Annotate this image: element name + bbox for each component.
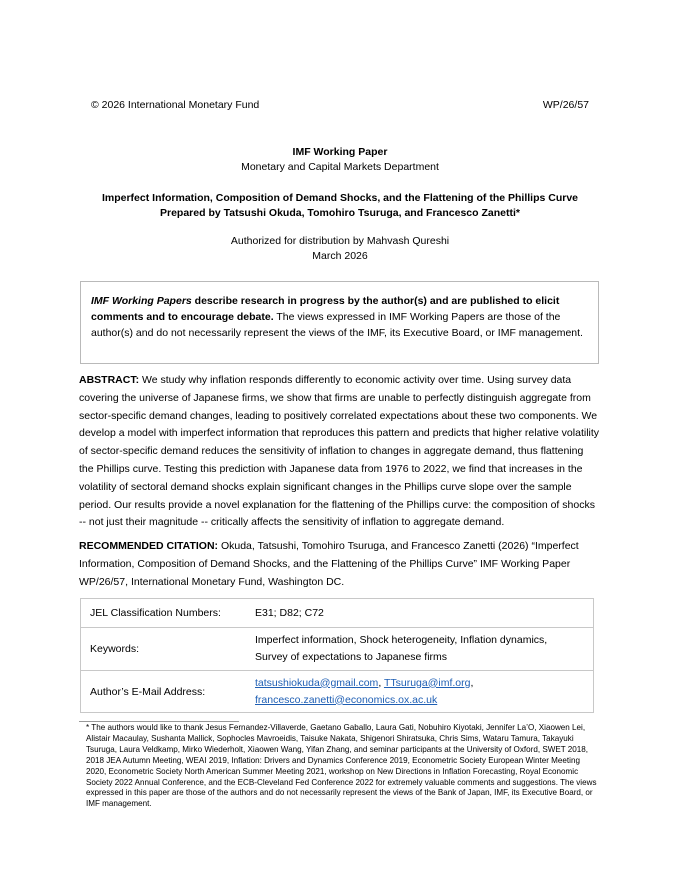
email-link-zanetti[interactable]: francesco.zanetti@economics.ox.ac.uk (255, 693, 438, 706)
citation-text: Okuda, Tatsushi, Tomohiro Tsuruga, and Francesco Zanetti (2026) “Imperfect Information, Composition of Demand Shocks, and the Flattening of the Phillips Curve” IMF Working Paper WP/26/57, International Monetary Fund, Washington DC. (79, 540, 579, 588)
authorized-by: Authorized for distribution by Mahvash Qureshi (230, 235, 450, 247)
department: Monetary and Capital Markets Department (241, 161, 439, 173)
abstract (79, 372, 600, 532)
keywords-line-2: Survey of expectations to Japanese firms (255, 651, 448, 663)
notice-bold-text: describe research in progress by the author(s) and are published to elicit comments and to encourage debate. (91, 295, 560, 323)
disclaimer-box (80, 281, 599, 364)
footnote-divider (79, 721, 239, 722)
table-row (81, 671, 594, 713)
jel-codes: E31; D82; C72 (255, 599, 594, 628)
keywords-line-1: Imperfect information, Shock heterogeneity, Inflation dynamics, (255, 634, 548, 646)
email-addresses (255, 671, 594, 713)
recommended-citation (79, 538, 600, 591)
citation-label: RECOMMENDED CITATION: (79, 540, 219, 552)
table-row (81, 628, 594, 671)
email-link-okuda[interactable]: tatsushiokuda@gmail.com (255, 676, 379, 689)
author-line: Prepared by Tatsushi Okuda, Tomohiro Tsuruga, and Francesco Zanetti* (160, 207, 520, 219)
keywords-label: Keywords: (81, 628, 256, 671)
working-paper-number: WP/26/57 (542, 99, 589, 111)
paper-title: Imperfect Information, Composition of Demand Shocks, and the Flattening of the Phillips Curve (101, 192, 579, 204)
series-title: IMF Working Paper (292, 146, 388, 158)
notice-text: The views expressed in IMF Working Papers are those of the author(s) and do not necessarily represent the views of the IMF, its Executive Board, or IMF management. (91, 311, 583, 339)
email-link-tsuruga[interactable]: TTsuruga@imf.org (383, 676, 471, 689)
email-separator: , (378, 676, 384, 689)
publication-date: March 2026 (312, 250, 368, 262)
notice-series-name: IMF Working Papers (91, 295, 192, 307)
jel-label: JEL Classification Numbers: (81, 599, 256, 628)
copyright-notice: © 2026 International Monetary Fund (91, 99, 260, 111)
abstract-label: ABSTRACT: (79, 374, 140, 386)
table-row (81, 599, 594, 628)
email-label: Author’s E-Mail Address: (81, 671, 256, 713)
paper-info-table (80, 598, 594, 713)
acknowledgments-footnote: * The authors would like to thank Jesus Fernandez-Villaverde, Gaetano Gaballo, Laura Gati, Nobuhiro Kiyotaki, Jennifer La’O, Xiaowen Lei, Alistair Macaulay, Sushanta Mallick, Sophocles Mavroeidis, Taisuke Nakata, Shigenori Shiratsuka, Chris Sims, Wataru Tamura, Takayuki Tsuruga, Laura Veldkamp, Mirko Wiederholt, Xiaowen Wang, Yifan Zhang, and seminar participants at the University of Oxford, SWET 2018, 2018 JEA Autumn Meeting, WEAI 2019, Inflation: Drivers and Dynamics Conference 2019, Econometric Society European Winter Meeting 2020, Econometric Society North American Summer Meeting 2021, workshop on New Directions in Inflation Forecasting, Royal Economic Society 2022 Annual Conference, and the ECB-Cleveland Fed Conference 2022 for extremely valuable comments and suggestions. The views expressed in this paper are those of the authors and do not necessarily represent the views of the Bank of Japan, IMF, its Executive Board, or IMF management. (86, 723, 597, 809)
keywords-value (255, 628, 594, 671)
abstract-text: We study why inflation responds differently to economic activity over time. Using survey data covering the universe of Japanese firms, we show that firms are unable to perfectly distinguish aggregate from sector-specific demand changes, leading to positively correlated expectations about these two components. We develop a model with imperfect information that reproduces this pattern and predicts that higher relative volatility of sector-specific demand reduces the sensitivity of inflation to changes in aggregate demand, thus flattening the Phillips curve. Testing this prediction with Japanese data from 1976 to 2022, we find that increases in the volatility of sectoral demand shocks explain significant changes in the Phillips curve slope over the sample period. Our results provide a novel explanation for the flattening of the Phillips curve: the composition of shocks -- not just their magnitude -- critically affects the sensitivity of inflation to aggregate demand. (79, 374, 600, 529)
email-separator: , (470, 676, 474, 689)
